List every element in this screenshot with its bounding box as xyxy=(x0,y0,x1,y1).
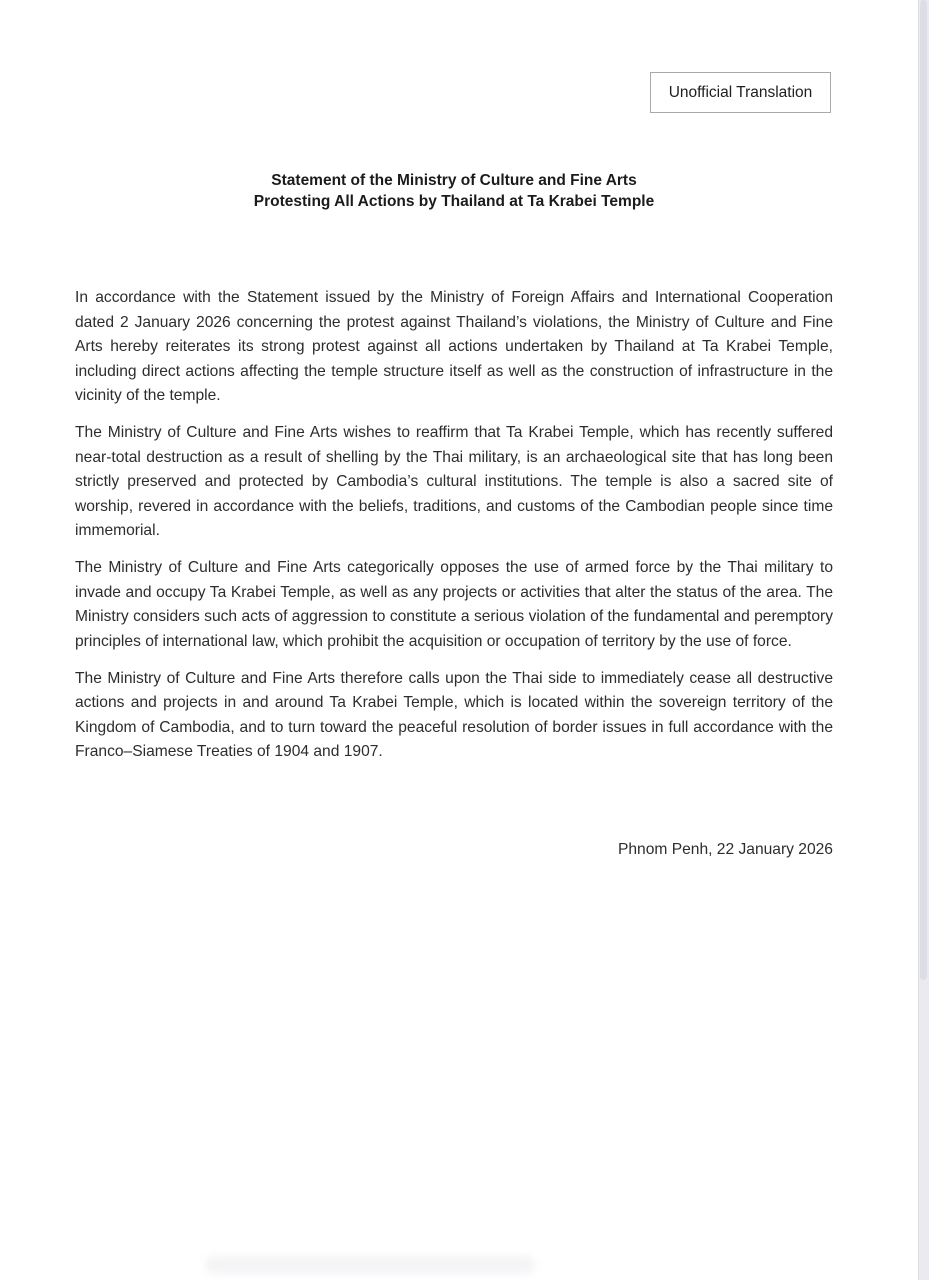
paragraph-2: The Ministry of Culture and Fine Arts wishes to reaffirm that Ta Krabei Temple, which has recently suffered near-total destruction as a result of shelling by the Thai military, is an archaeological site that has long been strictly preserved and protected by Cambodia’s cultural institutions. The temple is also a sacred site of worship, revered in accordance with the beliefs, traditions, and customs of the Cambodian people since time immemorial. xyxy=(75,424,833,539)
document-title-line-2: Protesting All Actions by Thailand at Ta Krabei Temple xyxy=(253,193,655,210)
scrollbar-thumb[interactable] xyxy=(920,0,927,980)
paragraph-3: The Ministry of Culture and Fine Arts categorically opposes the use of armed force by the Thai military to invade and occupy Ta Krabei Temple, as well as any projects or activities that alter the status of the area. The Ministry considers such acts of aggression to constitute a serious violation of the fundamental and peremptory principles of international law, which prohibit the acquisition or occupation of territory by the use of force. xyxy=(75,559,833,650)
unofficial-translation-badge xyxy=(650,72,831,113)
unofficial-translation-label: Unofficial Translation xyxy=(668,83,813,101)
document-body xyxy=(75,286,833,777)
signoff-date: Phnom Penh, 22 January 2026 xyxy=(617,841,833,858)
paragraph-1: In accordance with the Statement issued by the Ministry of Foreign Affairs and International Cooperation dated 2 January 2026 concerning the protest against Thailand’s violations, the Ministry of Culture and Fine Arts hereby reiterates its strong protest against all actions undertaken by Thailand at Ta Krabei Temple, including direct actions affecting the temple structure itself as well as the construction of infrastructure in the vicinity of the temple. xyxy=(75,289,833,404)
scrollbar[interactable] xyxy=(918,0,929,1280)
page-bottom-smudge xyxy=(205,1256,535,1274)
document-title xyxy=(75,170,833,212)
paragraph-4: The Ministry of Culture and Fine Arts therefore calls upon the Thai side to immediately cease all destructive actions and projects in and around Ta Krabei Temple, which is located within the sovereign territory of the Kingdom of Cambodia, and to turn toward the peaceful resolution of border issues in full accordance with the Franco–Siamese Treaties of 1904 and 1907. xyxy=(75,669,833,760)
document-title-line-1: Statement of the Ministry of Culture and Fine Arts xyxy=(271,172,637,189)
